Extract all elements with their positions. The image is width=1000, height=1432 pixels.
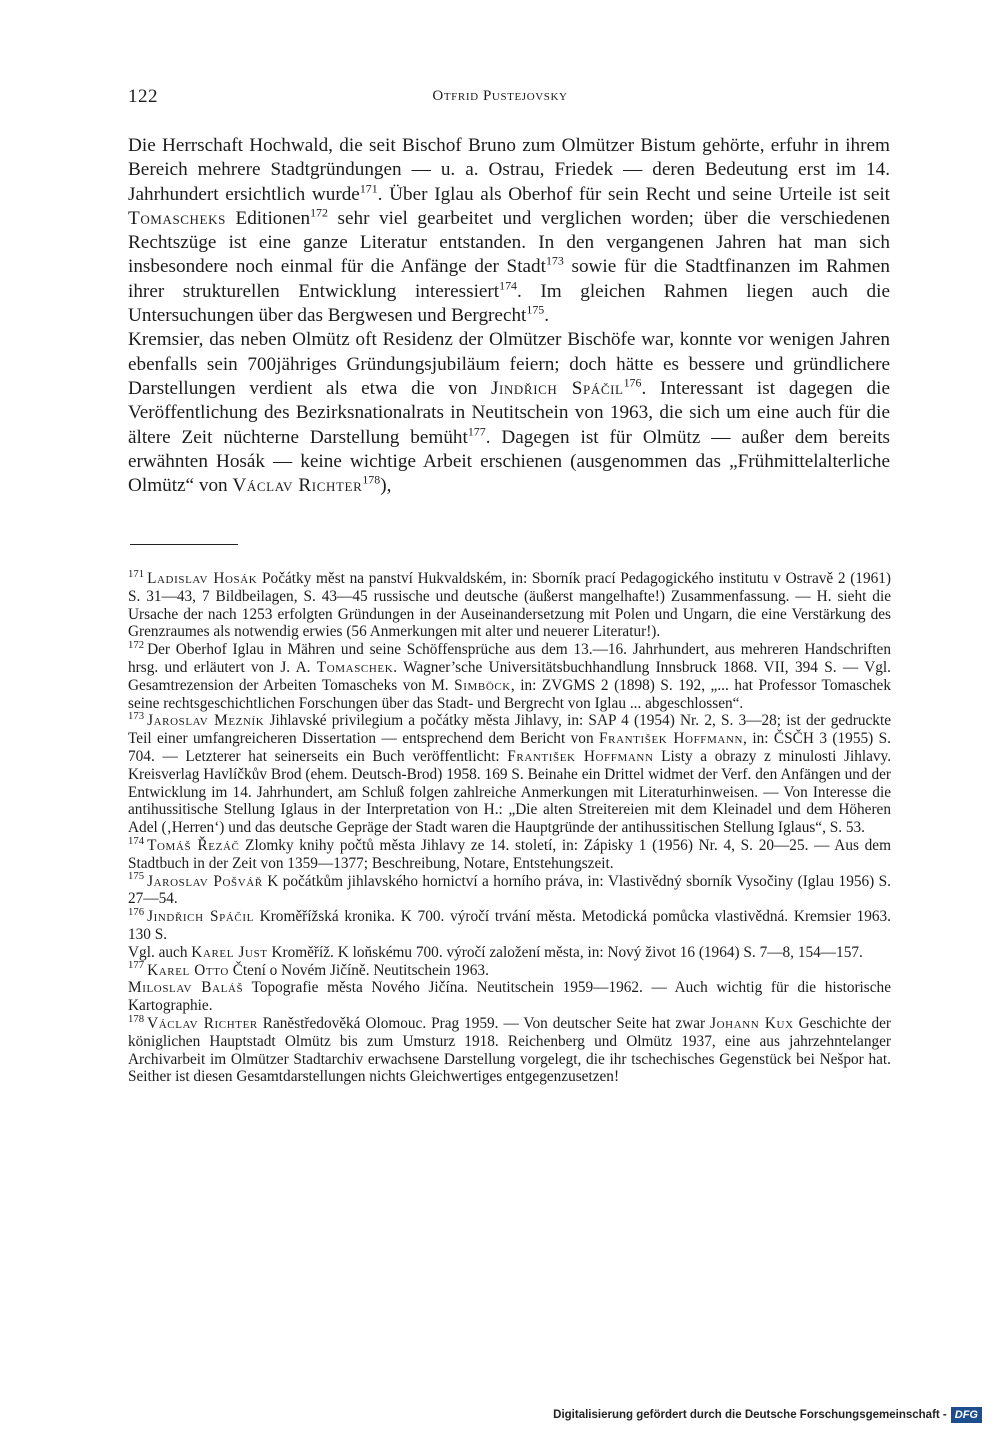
author-name: Miloslav Baláš xyxy=(128,979,244,997)
author-name: Karel Otto xyxy=(147,961,229,979)
running-head: Otfrid Pustejovsky xyxy=(432,88,568,104)
text-run: Počátky měst na panství Hukvaldském, in: Sborník prací Pedagogického institutu v Ostravě 2 (1961) S. 31—43, 7 Bildbeilagen, S. 43—45 russische und deutsche (äußerst mangelhafte!) Zusammenfassung. — H. sieht die Ursache der nach 1253 erfolgten Gründungen in der Auseinandersetzung mit Polen und Ungarn, die eine Verstärkung des Grenzraumes als notwendig erwies (56 Anmerkungen mit alter und neuerer Literatur!). xyxy=(128,570,891,641)
body-paragraph-1 xyxy=(128,134,890,328)
text-run: ), xyxy=(380,475,392,497)
text-run: . Im gleichen Rahmen liegen auch die Untersuchungen über das Bergwesen und Bergrecht xyxy=(128,280,890,327)
footnote-reference: 175 xyxy=(526,302,545,317)
text-run: Kremsier, das neben Olmütz oft Residenz der Olmützer Bischöfe war, konnte vor wenigen Jahren ebenfalls sein 700jähriges Gründungsjubiläum feiern; doch hätte es bessere und gründlichere Darstellungen verdient als etwa die von xyxy=(128,329,890,399)
footnote-entry xyxy=(128,641,891,712)
page-number: 122 xyxy=(128,86,158,107)
footnote-entry xyxy=(128,959,891,980)
text-run: . Wagner’sche Universitätsbuchhandlung Innsbruck 1868. VII, 394 S. — Vgl. Gesamtrezension der Arbeiten Tomascheks von M. xyxy=(128,658,891,694)
footnote-entry xyxy=(128,979,891,1015)
footnote-number: 174 xyxy=(128,834,145,847)
author-name: Jindřich Spáčil xyxy=(147,908,254,926)
text-run: Listy a obrazy z minulosti Jihlavy. Kreisverlag Havlíčkův Brod (ehem. Deutsch-Brod) 1958. 169 S. Beinahe ein Drittel widmet der Verf. den Anfängen und der Entwicklung im 14. Jahrhundert, am Schluß folgen zahlreiche Anmerkungen mit Literaturhinweisen. — Von Interesse die antihussitische Stellung Iglaus in der Interpretation von H.: „Die alten Streitereien mit dem Kleinadel und dem Höheren Adel (‚Herren‘) und das deutsche Gepräge der Stadt waren die Hauptgründe der antihussitischen Stellung Iglaus“, S. 53. xyxy=(128,747,892,837)
text-run: , in: ČSČH 3 (1955) S. 704. — Letzterer hat seinerseits ein Buch veröffentlicht: xyxy=(128,730,891,765)
footnote-number: 173 xyxy=(128,710,145,723)
text-run: , in: ZVGMS 2 (1898) S. 192, „... hat Professor Tomaschek seine rechtsgeschichtlichen Forschungen über das Stadt- und Bergrecht von Iglau ... abgeschlossen“. xyxy=(128,676,891,712)
body-text xyxy=(128,134,890,498)
footer-text: Digitalisierung gefördert durch die Deutsche Forschungsgemeinschaft - xyxy=(553,1409,947,1421)
author-name: Václav Richter xyxy=(147,1014,258,1032)
author-name: Václav Richter xyxy=(232,475,363,497)
author-name: František Hoffmann xyxy=(507,747,654,765)
text-run: Topografie města Nového Jičína. Neutitschein 1959—1962. — Auch wichtig für die historische Kartographie. xyxy=(128,979,891,1015)
footnote-reference: 176 xyxy=(623,375,642,390)
footnote-separator xyxy=(130,544,238,545)
footnote-number: 171 xyxy=(128,567,145,580)
text-run: . xyxy=(544,305,550,327)
text-run: Geschichte der königlichen Hauptstadt Olmütz bis zum Umsturz 1918. Reichenberg und Olmütz 1937, eine aus jahrzehntelanger Archivarbeit im Olmützer Stadtarchiv erwachsene Darstellung vorgelegt, die ihr tschechisches Gegenstück bei Nešpor hat. Seither ist diesen Gesamtdarstellungen nichts Gleichwertiges entgegenzusetzen! xyxy=(128,1014,891,1086)
author-name: Jaroslav Mezník xyxy=(147,712,265,730)
text-run: Kroměříž. K loňskému 700. výročí založení města, in: Nový život 16 (1964) S. 7—8, 154—157. xyxy=(267,943,863,961)
footnote-number: 176 xyxy=(128,906,145,919)
footnote-reference: 177 xyxy=(467,424,486,439)
author-name: František Hoffmann xyxy=(599,730,744,748)
text-run: K počátkům jihlavského hornictví a horního práva, in: Vlastivědný sborník Vysočiny (Iglau 1956) S. 27—54. xyxy=(128,872,892,908)
footnote-number: 178 xyxy=(128,1012,145,1025)
footnote-reference: 174 xyxy=(499,278,517,293)
text-run: Der Oberhof Iglau in Mähren und seine Schöffensprüche aus dem 13.—16. Jahrhundert, aus mehreren Handschriften hrsg. und erläutert von J. A. xyxy=(128,641,891,676)
author-name: Jindřich Spáčil xyxy=(490,377,624,399)
footnote-entry xyxy=(128,712,891,837)
footnote-entry xyxy=(128,870,892,909)
text-run: sowie für die Stadtfinanzen im Rahmen ihrer strukturellen Entwicklung interessiert xyxy=(128,256,890,302)
footnote-entry xyxy=(128,908,891,944)
text-run: Editionen xyxy=(225,207,311,229)
footnote-reference: 178 xyxy=(362,472,381,487)
footnotes xyxy=(128,567,892,1086)
footnote-reference: 172 xyxy=(310,205,328,220)
footnote-reference: 171 xyxy=(359,181,378,196)
footnote-entry xyxy=(128,1012,891,1086)
text-run: . Dagegen ist für Olmütz — außer dem bereits erwähnten Hosák — keine wichtige Arbeit erschienen (ausgenommen das „Frühmittelalterliche Olmütz“ von xyxy=(128,426,890,497)
author-name: Johann Kux xyxy=(710,1014,794,1032)
text-run: sehr viel gearbeitet und verglichen worden; über die verschiedenen Rechtszüge ist eine ganze Literatur entstanden. In den vergangenen Jahren hat man sich insbesondere noch einmal für die Anfänge der Stadt xyxy=(128,207,891,278)
text-run: Čtení o Novém Jičíně. Neutitschein 1963. xyxy=(228,961,489,979)
text-run: Raněstředověká Olomouc. Prag 1959. — Von deutscher Seite hat zwar xyxy=(257,1014,711,1032)
body-paragraph-2 xyxy=(128,328,890,498)
author-name: Tomaschek xyxy=(316,658,394,676)
footnote-number: 175 xyxy=(128,870,145,883)
digitization-footer xyxy=(553,1404,982,1426)
author-name: Simböck xyxy=(454,676,511,694)
text-run: Die Herrschaft Hochwald, die seit Bischof Bruno zum Olmützer Bistum gehörte, erfuhr in ihrem Bereich mehrere Stadtgründungen — u. a. Ostrau, Friedek — deren Bedeutung erst im 14. Jahrhundert ersichtlich wurde xyxy=(128,135,890,205)
footnote-reference: 173 xyxy=(545,254,564,269)
footnote-entry xyxy=(128,944,891,962)
author-name: Tomáš Řezáč xyxy=(147,836,240,854)
text-run: Jihlavské privilegium a počátky města Jihlavy, in: SAP 4 (1954) Nr. 2, S. 3—28; ist der gedruckte Teil einer umfangreicheren Dissertation — entsprechend dem Bericht von xyxy=(128,712,891,748)
footnote-number: 177 xyxy=(128,959,145,972)
text-run: Kroměřížská kronika. K 700. výročí trvání města. Metodická pomůcka vlastivědná. Kremsier 1963. 130 S. xyxy=(128,908,891,943)
text-run: Zlomky knihy počtů města Jihlavy ze 14. století, in: Zápisky 1 (1956) Nr. 4, S. 20—25. — Aus dem Stadtbuch in der Zeit von 1359—1377; Beschreibung, Notare, Entstehungszeit. xyxy=(128,836,891,872)
author-name: Ladislav Hosák xyxy=(147,570,258,587)
author-name: Tomascheks xyxy=(128,207,226,229)
footnote-entry xyxy=(128,834,891,873)
dfg-logo: DFG xyxy=(951,1407,982,1423)
text-run: . Interessant ist dagegen die Veröffentlichung des Bezirksnationalrats in Neutitschein von 1963, die sich um eine auch für die ältere Zeit nüchterne Darstellung bemüht xyxy=(128,377,890,448)
author-name: Jaroslav Pošvář xyxy=(147,872,263,890)
text-run: . Über Iglau als Oberhof für sein Recht und seine Urteile ist seit xyxy=(377,183,890,205)
text-run: Vgl. auch xyxy=(128,943,192,961)
footnote-entry xyxy=(128,567,891,641)
footnote-number: 172 xyxy=(128,639,145,652)
author-name: Karel Just xyxy=(191,943,268,961)
